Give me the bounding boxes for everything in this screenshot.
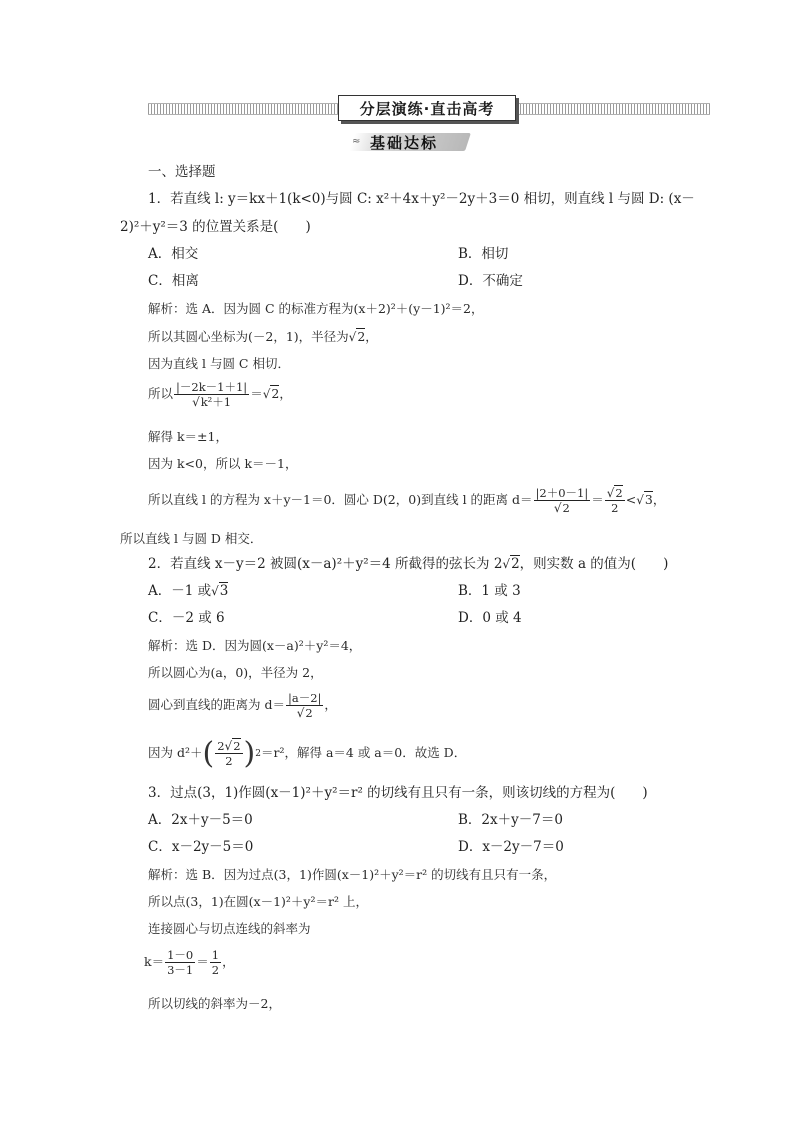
q1-option-b: B．相切 [458, 246, 509, 262]
q1-solution-line4: 所以 $\frac{|-2k-1+1|}{\text{√k²＋1}}$ ＝√2， [148, 380, 292, 409]
q2-option-b: B．1 或 3 [458, 583, 521, 599]
q2-option-a: A．－1 或√3 [148, 583, 229, 599]
q2-solution-line4: 因为 d²＋ ( $\frac{2√2}{2}$ ) 2 ＝r²，解得 a＝4 或 a＝0．故选 D． [148, 735, 467, 771]
q1-solution-line2: 所以其圆心坐标为(－2，1)，半径为√2， [148, 329, 378, 344]
header-banner [148, 99, 710, 117]
q3-solution-line5: 所以切线的斜率为－2， [148, 996, 281, 1011]
q3-solution-line2: 所以点(3，1)在圆(x－1)²＋y²＝r² 上， [148, 894, 368, 909]
q1-option-d: D．不确定 [458, 273, 523, 289]
q2-option-a-radical: √3 [211, 583, 229, 599]
q1-solution-line8: 所以直线 l 与圆 D 相交． [120, 531, 263, 546]
q2-solution-line1: 解析：选 D．因为圆(x－a)²＋y²＝4， [148, 638, 362, 653]
q2-option-d: D．0 或 4 [458, 610, 522, 626]
q3-option-b: B．2x＋y－7＝0 [458, 812, 563, 828]
q3-sol4-fraction1: $\frac{1-0}{3-1}$ [167, 948, 194, 977]
q3-solution-line3: 连接圆心与切点连线的斜率为 [148, 921, 311, 936]
section-banner [352, 130, 472, 154]
q3-option-a: A．2x＋y－5＝0 [148, 812, 253, 828]
q1-sol4-radical: √2 [262, 386, 280, 401]
q1-solution-line1: 解析：选 A．因为圆 C 的标准方程为(x＋2)²＋(y－1)²＝2， [148, 301, 484, 316]
q1-sol2-radical: √2 [348, 329, 366, 344]
q2-stem-radical: √2 [502, 556, 520, 572]
q2-sol3-fraction: $\frac{|a-2|}{√2}$ [287, 691, 322, 720]
q2-stem: 2．若直线 x－y＝2 被圆(x－a)²＋y²＝4 所截得的弦长为 2√2，则实数 a 的值为( ) [148, 556, 669, 572]
q1-sol2-text: 所以其圆心坐标为(－2，1)，半径为 [148, 329, 349, 344]
q2-solution-line3: 圆心到直线的距离为 d＝ $\frac{|a-2|}{√2}$ ， [148, 691, 337, 720]
q1-sol4-fraction: $\frac{|-2k-1+1|}{\text{√k²＋1}}$ [176, 380, 248, 409]
q1-sol7-radical: √3 [636, 492, 653, 507]
q2-solution-line2: 所以圆心为(a，0)，半径为 2， [148, 665, 323, 680]
q2-option-c: C．－2 或 6 [148, 610, 225, 626]
q3-option-d: D．x－2y－7＝0 [458, 839, 564, 855]
q2-sol4-fraction: $\frac{2√2}{2}$ [217, 739, 241, 768]
q1-option-a: A．相交 [148, 246, 199, 262]
section-title: 基础达标 [370, 134, 439, 152]
q1-option-c: C．相离 [148, 273, 199, 289]
q3-sol4-fraction2: $\frac{1}{2}$ [211, 948, 220, 977]
q1-stem-line2: 2)²＋y²＝3 的位置关系是( ) [120, 219, 311, 235]
q1-solution-line5: 解得 k＝±1， [148, 429, 228, 444]
swoosh-mark-icon: ≈ [352, 136, 361, 147]
q1-solution-line7: 所以直线 l 的方程为 x＋y－1＝0．圆心 D(2，0)到直线 l 的距离 d＝ $\frac{|2+0-1|}{√2}$ ＝ $\frac{√2}{2}$ <√3， [148, 486, 666, 515]
q1-solution-line6: 因为 k<0，所以 k＝－1， [148, 456, 298, 471]
banner-box [338, 95, 516, 121]
q1-stem-line1: 1．若直线 l: y＝kx＋1(k<0)与圆 C: x²＋4x＋y²－2y＋3＝0 相切，则直线 l 与圆 D: (x－ [148, 191, 695, 207]
q3-stem: 3．过点(3，1)作圆(x－1)²＋y²＝r² 的切线有且只有一条，则该切线的方程为( ) [148, 785, 648, 801]
q3-solution-line1: 解析：选 B．因为过点(3，1)作圆(x－1)²＋y²＝r² 的切线有且只有一条， [148, 867, 557, 882]
q1-sol7-fraction2: $\frac{√2}{2}$ [606, 486, 623, 515]
q1-sol7-fraction1: $\frac{|2+0-1|}{√2}$ [535, 486, 589, 515]
q3-solution-line4: k＝ $\frac{1-0}{3-1}$ ＝ $\frac{1}{2}$ ， [144, 948, 235, 977]
q1-solution-line3: 因为直线 l 与圆 C 相切． [148, 356, 290, 371]
section-heading: 一、选择题 [148, 164, 216, 180]
q3-option-c: C．x－2y－5＝0 [148, 839, 254, 855]
banner-title: 分层演练·直击高考 [359, 99, 495, 118]
